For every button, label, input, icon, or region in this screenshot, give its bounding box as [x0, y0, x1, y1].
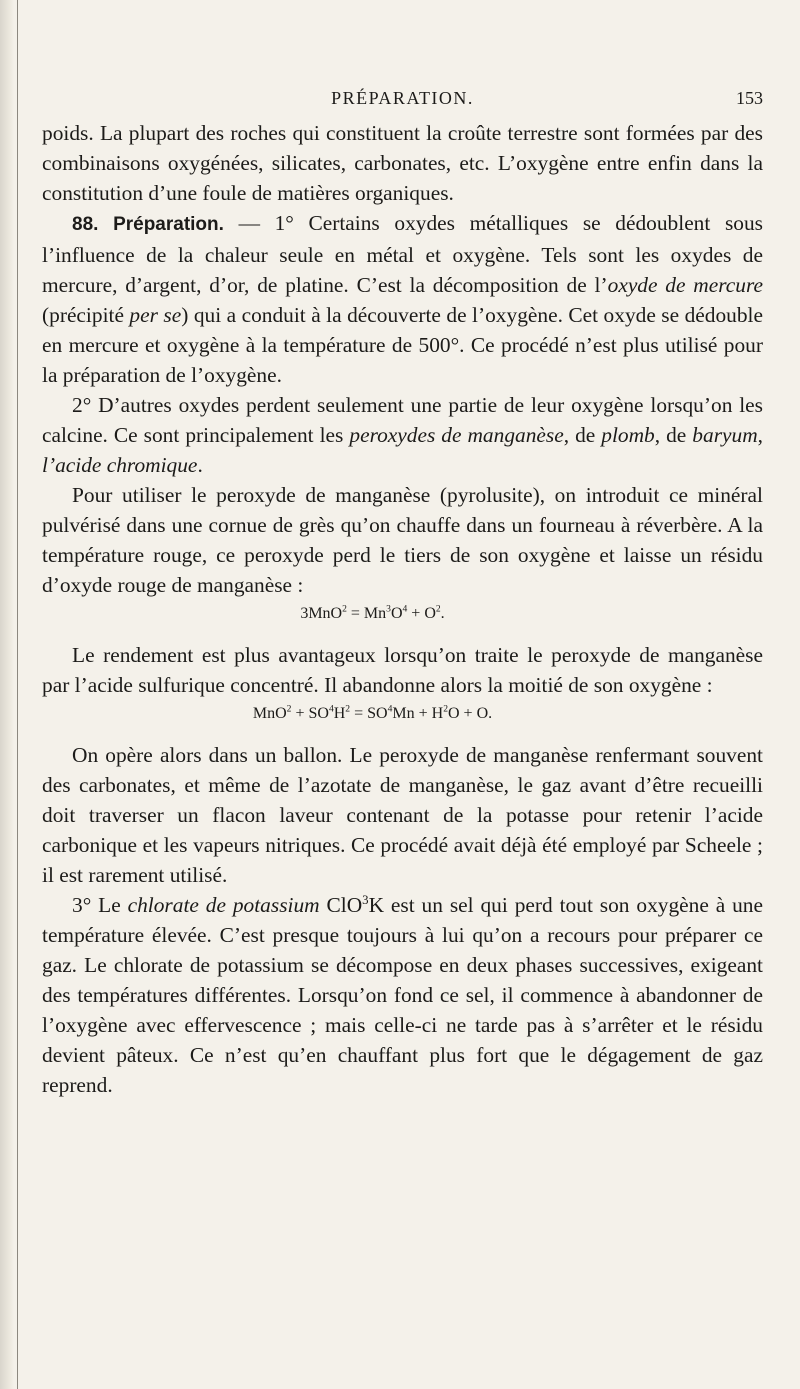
eq1-term-a: 3MnO: [300, 605, 343, 622]
section-88-text-2: (précipité: [42, 303, 130, 327]
eq2-term-b: + SO: [291, 705, 329, 722]
eq2-term-b2: H: [333, 705, 346, 722]
page-number: 153: [736, 88, 763, 108]
eq2-sup-b2: 2: [345, 703, 351, 715]
term-per-se: per se: [129, 303, 182, 327]
term-acide-chromique: l’acide chromique: [42, 453, 198, 477]
eq1-term-d: .: [440, 605, 445, 622]
eq1-term-b2: O: [390, 605, 403, 622]
chemical-equation-1: [42, 602, 763, 626]
eq1-term-b: = Mn: [346, 605, 387, 622]
eq2-term-a: MnO: [252, 705, 287, 722]
eq2-sup-d: 2: [443, 703, 448, 715]
page-header: [42, 88, 763, 108]
peroxydes-text-1: 2° D’autres oxydes perdent seulement une partie de leur oxygène lorsqu’on les calcine. Ce sont principalement les: [42, 393, 763, 447]
chlorate-text-2: ClO: [319, 893, 363, 917]
term-peroxydes-de-manganese: peroxydes de manganèse: [349, 423, 564, 447]
chlorate-formula-sup: 3: [362, 892, 369, 907]
chemical-equation-2: [42, 702, 763, 726]
eq1-term-c: + O: [407, 605, 436, 622]
section-number: 88.: [72, 214, 99, 235]
book-binding-edge: [17, 0, 18, 1389]
chlorate-text-3: K est un sel qui perd tout son oxygène à une température élevée. C’est presque toujours à lui qu’on a recours pour préparer ce gaz. Le chlorate de potassium se décompose en deux phases successives, exigeant des températures différentes. Lorsqu’on fond ce sel, il commence à abandonner de l’oxygène avec effervescence ; mais celle-ci ne tarde pas à s’arrêter et le résidu devient pâteux. Ce n’est qu’en chauffant plus fort que le dégagement de gaz reprend.: [42, 893, 763, 1097]
eq2-term-e: O + O.: [447, 705, 493, 722]
paragraph-rendement: Le rendement est plus avantageux lorsqu’on traite le peroxyde de manganèse par l’acide sulfurique concentré. Il abandonne alors la moitié de son oxygène :: [42, 643, 763, 697]
chlorate-text-1: 3° Le: [72, 893, 128, 917]
eq1-sup-a: 2: [342, 603, 347, 615]
term-baryum: baryum: [692, 423, 758, 447]
term-oxyde-de-mercure: oxyde de mercure: [607, 273, 763, 297]
paragraph-peroxydes: [42, 390, 763, 480]
section-88-paragraph: [42, 208, 763, 390]
eq1-sup-c: 2: [435, 603, 441, 615]
eq1-sup-b2: 4: [402, 603, 408, 615]
eq1-sup-b1: 3: [386, 603, 391, 615]
eq2-term-d: Mn + H: [392, 705, 444, 722]
paragraph-pyrolusite: Pour utiliser le peroxyde de manganèse (pyrolusite), on introduit ce minéral pulvérisé dans une cornue de grès qu’on chauffe dans un fourneau à réverbère. A la température rouge, ce peroxyde perd le tiers de son oxygène et laisse un résidu d’oxyde rouge de manganèse :: [42, 483, 763, 597]
eq2-sup-c: 4: [387, 703, 393, 715]
eq2-sup-a: 2: [286, 703, 292, 715]
paragraph-ballon: On opère alors dans un ballon. Le peroxyde de manganèse renfermant souvent des carbonates, et même de l’azotate de manganèse, le gaz avant d’être recueilli doit traverser un flacon laveur contenant de la potasse pour retenir l’acide carbonique et les vapeurs nitriques. Ce procédé avait déjà été employé par Scheele ; il est rarement utilisé.: [42, 743, 763, 887]
paragraph-chlorate: [42, 890, 763, 1100]
paragraph-continuation: poids. La plupart des roches qui constituent la croûte terrestre sont formées par des combinaisons oxygénées, silicates, carbonates, etc. L’oxygène entre enfin dans la constitution d’une foule de matières organiques.: [42, 121, 763, 205]
page-body: [42, 118, 763, 1100]
eq2-sup-b1: 4: [328, 703, 334, 715]
running-title: PRÉPARATION.: [331, 88, 474, 108]
peroxydes-text-5: .: [197, 453, 203, 477]
peroxydes-text-4: ,: [757, 423, 764, 447]
section-88-text-1: — 1° Certains oxydes métalliques se dédoublent sous l’influence de la chaleur seule en métal et oxygène. Tels sont les oxydes de mercure, d’argent, d’or, de platine. C’est la décomposition de l’: [42, 211, 763, 297]
section-title: Préparation.: [113, 214, 224, 235]
section-88-text-3: ) qui a conduit à la découverte de l’oxygène. Cet oxyde se dédouble en mercure et oxygène à la température de 500°. Ce procédé n’est plus utilisé pour la préparation de l’oxygène.: [42, 303, 763, 387]
book-gutter-shadow: [0, 0, 14, 1389]
peroxydes-text-2: , de: [563, 423, 602, 447]
term-plomb: plomb: [601, 423, 655, 447]
term-chlorate-de-potassium: chlorate de potassium: [127, 893, 320, 917]
peroxydes-text-3: , de: [654, 423, 693, 447]
eq2-term-c: = SO: [350, 705, 388, 722]
